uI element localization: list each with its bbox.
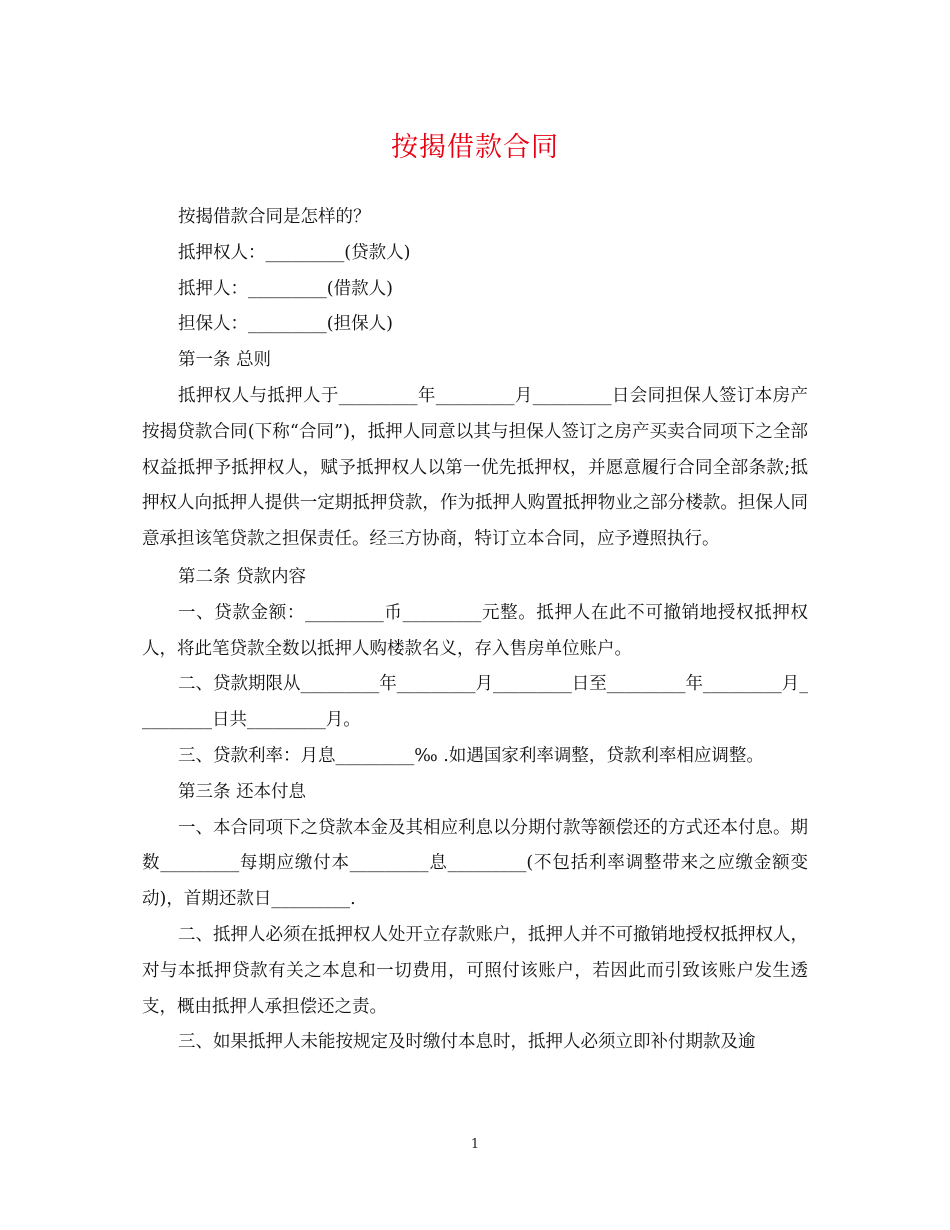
guarantor-line: 担保人：_________(担保人): [178, 314, 393, 335]
page-number: 1: [470, 1137, 480, 1152]
loan-term-clause: 二、贷款期限从_________年_________月_________日至_________年_________月_________日共_________月。: [142, 674, 808, 731]
article-3-heading: 第三条 还本付息: [178, 781, 307, 802]
article-2-heading: 第二条 贷款内容: [178, 566, 307, 587]
article-1-text: 抵押权人与抵押人于_________年_________月_________日会同担保人签订本房产按揭贷款合同(下称“合同”)，抵押人同意以其与担保人签订之房产买卖合同项下之全部权益抵押予抵押权人，赋予抵押权人以第一优先抵押权，并愿意履行合同全部条款;抵押权人向抵押人提供一定期抵押贷款，作为抵押人购置抵押物业之部分楼款。担保人同意承担该笔贷款之担保责任。经三方协商，特订立本合同，应予遵照执行。: [142, 385, 808, 550]
repayment-clause-1: 一、本合同项下之贷款本金及其相应利息以分期付款等额偿还的方式还本付息。期数_________每期应缴付本_________息_________(不包括利率调整带来之应缴金额变动)，首期还款日_________.: [142, 817, 808, 910]
interest-rate-clause: 三、贷款利率：月息_________‰ .如遇国家利率调整，贷款利率相应调整。: [178, 745, 764, 766]
article-1-heading: 第一条 总则: [178, 350, 272, 371]
loan-amount-clause: 一、贷款金额：_________币_________元整。抵押人在此不可撤销地授权抵押权人，将此笔贷款全数以抵押人购楼款名义，存入售房单位账户。: [142, 602, 808, 659]
intro-question: 按揭借款合同是怎样的？: [178, 207, 371, 227]
repayment-clause-2: 二、抵押人必须在抵押权人处开立存款账户，抵押人并不可撤销地授权抵押权人，对与本抵押贷款有关之本息和一切费用，可照付该账户，若因此而引致该账户发生透支，概由抵押人承担偿还之责。: [142, 924, 808, 1017]
repayment-clause-3: 三、如果抵押人未能按规定及时缴付本息时，抵押人必须立即补付期款及逾: [178, 1032, 756, 1053]
mortgagor-line: 抵押人：_________(借款人): [178, 278, 393, 299]
document-title: 按揭借款合同: [391, 132, 559, 163]
document-body: [142, 200, 808, 1061]
mortgagee-line: 抵押权人：_________(贷款人): [178, 242, 411, 263]
